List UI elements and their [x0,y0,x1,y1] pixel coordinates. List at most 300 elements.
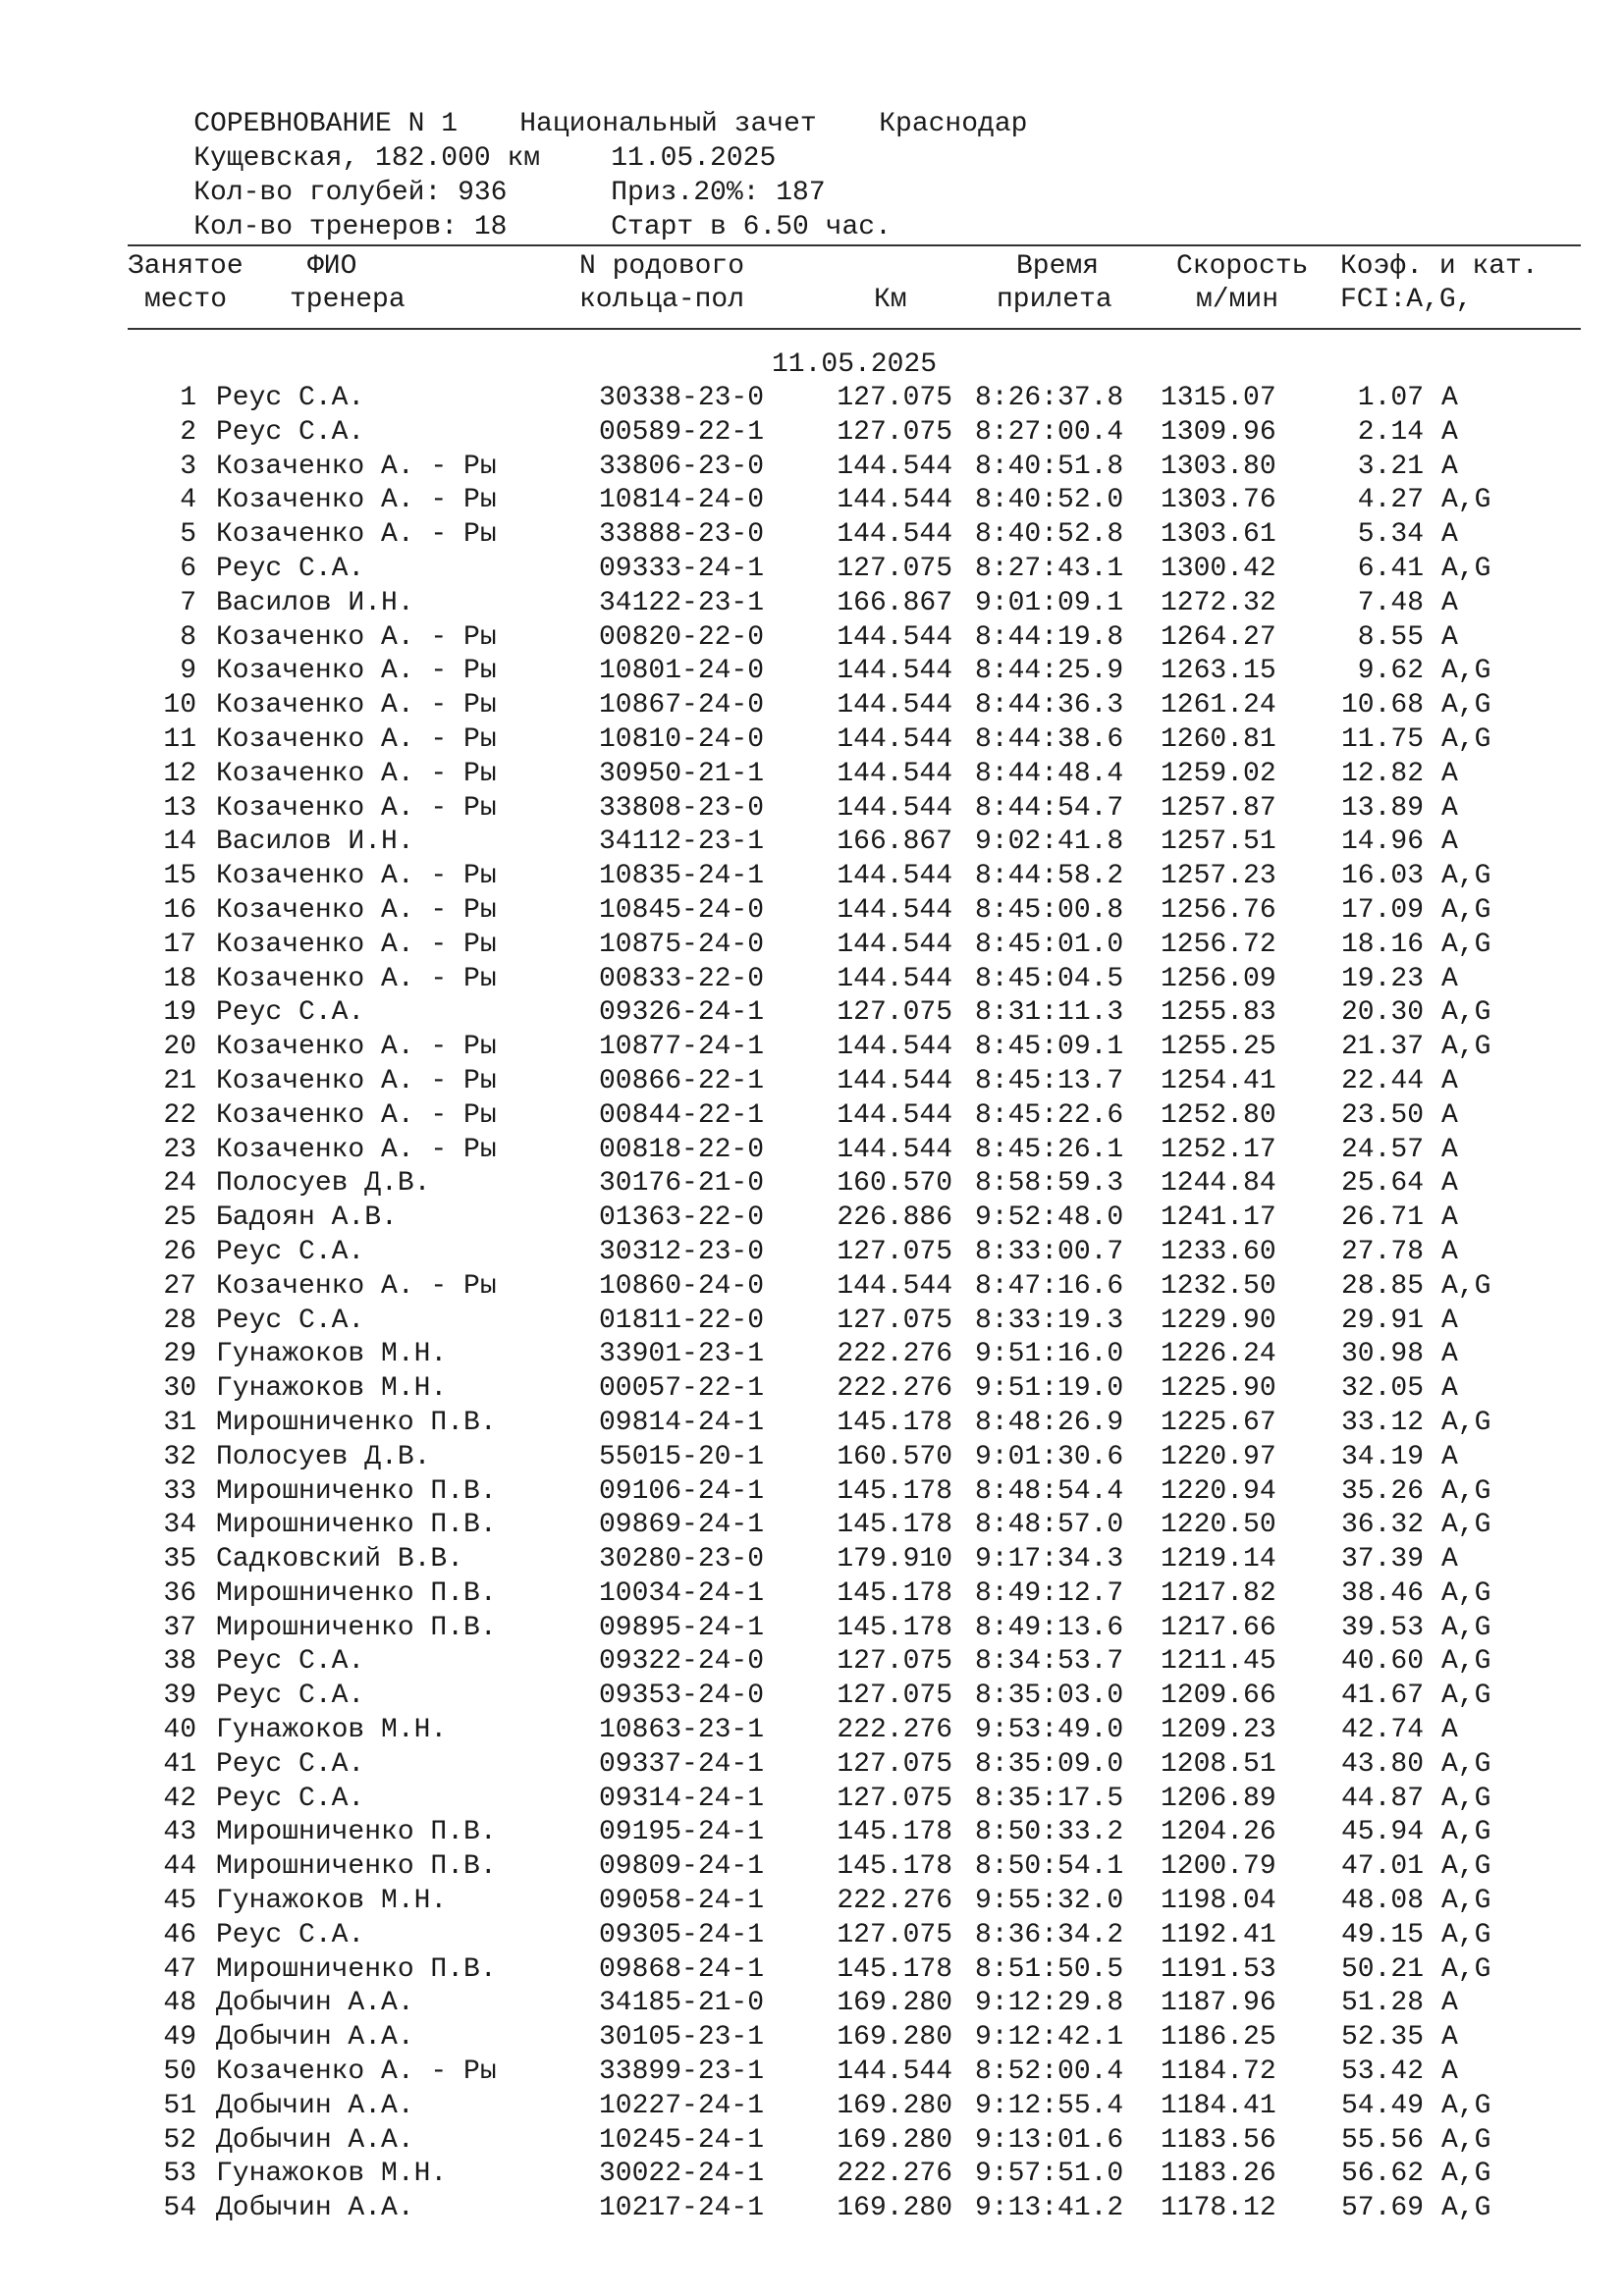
row-arrival-time: 9:12:42.1 [975,2022,1124,2054]
row-speed: 1255.83 [1161,997,1276,1029]
row-coefficient: 44.87 [1340,1783,1424,1814]
row-place: 38 [163,1646,196,1678]
row-speed: 1263.15 [1161,656,1276,687]
row-trainer-name: Козаченко А. - Ры [216,963,497,994]
row-coefficient: 35.26 [1340,1475,1424,1507]
table-row [128,1612,1581,1646]
table-row [128,621,1581,656]
row-trainer-name: Реус С.А. [216,1646,365,1678]
row-coefficient: 20.30 [1340,997,1424,1029]
row-place: 3 [180,451,196,482]
row-trainer-name: Мирошниченко П.В. [216,1577,497,1609]
row-arrival-time: 8:35:17.5 [975,1783,1124,1814]
row-place: 4 [180,485,196,516]
row-coefficient: 55.56 [1340,2124,1424,2156]
row-distance-km: 145.178 [837,1953,952,1985]
row-speed: 1257.51 [1161,827,1276,858]
row-ring-number: 09869-24-1 [599,1510,765,1541]
table-row [128,1987,1581,2021]
row-coefficient: 4.27 [1357,485,1424,516]
row-place: 41 [163,1748,196,1780]
row-place: 54 [163,2193,196,2224]
row-arrival-time: 8:45:00.8 [975,894,1124,926]
col-ring-line2: кольца-пол [579,285,745,315]
row-trainer-name: Реус С.А. [216,1919,365,1950]
row-ring-number: 34112-23-1 [599,827,765,858]
row-speed: 1220.94 [1161,1475,1276,1507]
row-category: A [1441,416,1458,448]
table-row [128,1543,1581,1577]
row-trainer-name: Реус С.А. [216,997,365,1029]
table-row [128,894,1581,929]
row-arrival-time: 8:35:03.0 [975,1681,1124,1712]
row-distance-km: 145.178 [837,1510,952,1541]
row-category: A,G [1441,1886,1491,1917]
row-category: A,G [1441,1270,1491,1302]
table-row [128,1099,1581,1134]
col-coef-line2: FCI:A,G, [1340,285,1473,315]
row-arrival-time: 8:44:38.6 [975,723,1124,755]
competition-date: 11.05.2025 [611,143,777,174]
row-coefficient: 13.89 [1340,792,1424,824]
row-place: 33 [163,1475,196,1507]
table-row [128,689,1581,723]
row-place: 12 [163,758,196,789]
row-coefficient: 26.71 [1340,1202,1424,1234]
row-distance-km: 144.544 [837,690,952,721]
row-trainer-name: Мирошниченко П.В. [216,1475,497,1507]
row-distance-km: 144.544 [837,621,952,653]
row-distance-km: 144.544 [837,1099,952,1131]
row-ring-number: 30105-23-1 [599,2022,765,2054]
row-ring-number: 55015-20-1 [599,1441,765,1472]
row-place: 23 [163,1134,196,1165]
row-trainer-name: Гунажоков М.Н. [216,1339,448,1370]
header-line-competition [128,73,1581,139]
table-row [128,1680,1581,1714]
row-arrival-time: 9:57:51.0 [975,2159,1124,2190]
row-trainer-name: Реус С.А. [216,1236,365,1267]
row-coefficient: 28.85 [1340,1270,1424,1302]
table-row [128,518,1581,553]
competition-region: Краснодар [879,109,1028,139]
row-speed: 1226.24 [1161,1339,1276,1370]
row-distance-km: 127.075 [837,997,952,1029]
row-trainer-name: Козаченко А. - Ры [216,723,497,755]
row-coefficient: 29.91 [1340,1305,1424,1336]
row-coefficient: 8.55 [1357,621,1424,653]
row-arrival-time: 8:45:09.1 [975,1032,1124,1063]
row-arrival-time: 9:13:01.6 [975,2124,1124,2156]
row-arrival-time: 8:47:16.6 [975,1270,1124,1302]
row-coefficient: 56.62 [1340,2159,1424,2190]
row-arrival-time: 8:45:01.0 [975,929,1124,960]
row-speed: 1184.72 [1161,2056,1276,2088]
row-trainer-name: Добычин А.А. [216,2090,414,2121]
row-category: A,G [1441,1919,1491,1950]
row-category: A [1441,1065,1458,1096]
row-place: 28 [163,1305,196,1336]
row-distance-km: 160.570 [837,1441,952,1472]
results-document [128,73,1581,2224]
row-trainer-name: Гунажоков М.Н. [216,1886,448,1917]
row-ring-number: 30176-21-0 [599,1168,765,1200]
row-category: A [1441,758,1458,789]
table-row [128,792,1581,827]
row-speed: 1300.42 [1161,553,1276,584]
row-ring-number: 10810-24-0 [599,723,765,755]
row-trainer-name: Козаченко А. - Ры [216,690,497,721]
row-ring-number: 10877-24-1 [599,1032,765,1063]
row-ring-number: 09895-24-1 [599,1612,765,1643]
row-speed: 1254.41 [1161,1065,1276,1096]
row-speed: 1184.41 [1161,2090,1276,2121]
row-place: 53 [163,2159,196,2190]
row-place: 46 [163,1919,196,1950]
divider-header [128,328,1581,330]
row-distance-km: 144.544 [837,758,952,789]
row-place: 2 [180,416,196,448]
row-place: 52 [163,2124,196,2156]
row-coefficient: 33.12 [1340,1407,1424,1438]
row-coefficient: 10.68 [1340,690,1424,721]
row-arrival-time: 9:02:41.8 [975,827,1124,858]
row-arrival-time: 9:51:16.0 [975,1339,1124,1370]
row-distance-km: 127.075 [837,416,952,448]
row-category: A [1441,1544,1458,1575]
col-name-line2: тренера [290,285,406,315]
row-arrival-time: 8:51:50.5 [975,1953,1124,1985]
row-trainer-name: Садковский В.В. [216,1544,464,1575]
row-trainer-name: Козаченко А. - Ры [216,1270,497,1302]
row-ring-number: 33808-23-0 [599,792,765,824]
row-place: 25 [163,1202,196,1234]
row-speed: 1183.26 [1161,2159,1276,2190]
row-speed: 1303.61 [1161,519,1276,551]
row-ring-number: 09314-24-1 [599,1783,765,1814]
row-category: A,G [1441,894,1491,926]
row-ring-number: 00833-22-0 [599,963,765,994]
divider-top [128,244,1581,246]
pigeon-count: Кол-во голубей: 936 [193,178,508,208]
date-separator: 11.05.2025 [771,349,938,380]
row-trainer-name: Реус С.А. [216,1748,365,1780]
row-place: 24 [163,1168,196,1200]
row-coefficient: 12.82 [1340,758,1424,789]
row-distance-km: 127.075 [837,1681,952,1712]
row-place: 40 [163,1715,196,1746]
row-coefficient: 36.32 [1340,1510,1424,1541]
row-coefficient: 23.50 [1340,1099,1424,1131]
row-ring-number: 00589-22-1 [599,416,765,448]
row-trainer-name: Гунажоков М.Н. [216,1373,448,1405]
table-row [128,1441,1581,1475]
row-speed: 1204.26 [1161,1817,1276,1848]
row-distance-km: 144.544 [837,929,952,960]
row-arrival-time: 8:44:36.3 [975,690,1124,721]
row-coefficient: 49.15 [1340,1919,1424,1950]
row-place: 50 [163,2056,196,2088]
row-ring-number: 10860-24-0 [599,1270,765,1302]
table-row [128,2192,1581,2226]
row-speed: 1209.66 [1161,1681,1276,1712]
col-coef-line1: Коэф. и кат. [1340,251,1539,282]
row-ring-number: 33901-23-1 [599,1339,765,1370]
row-trainer-name: Козаченко А. - Ры [216,485,497,516]
row-distance-km: 145.178 [837,1407,952,1438]
table-row [128,1031,1581,1065]
row-distance-km: 145.178 [837,1612,952,1643]
row-ring-number: 33899-23-1 [599,2056,765,2088]
row-speed: 1241.17 [1161,1202,1276,1234]
row-distance-km: 144.544 [837,656,952,687]
row-arrival-time: 8:50:54.1 [975,1851,1124,1883]
row-speed: 1233.60 [1161,1236,1276,1267]
row-distance-km: 222.276 [837,1886,952,1917]
row-speed: 1260.81 [1161,723,1276,755]
row-ring-number: 09106-24-1 [599,1475,765,1507]
row-arrival-time: 8:31:11.3 [975,997,1124,1029]
row-place: 30 [163,1373,196,1405]
row-coefficient: 42.74 [1340,1715,1424,1746]
row-coefficient: 52.35 [1340,2022,1424,2054]
row-speed: 1220.97 [1161,1441,1276,1472]
row-trainer-name: Козаченко А. - Ры [216,758,497,789]
row-coefficient: 19.23 [1340,963,1424,994]
row-category: A [1441,1339,1458,1370]
row-category: A,G [1441,2159,1491,2190]
row-category: A [1441,1236,1458,1267]
row-arrival-time: 8:27:00.4 [975,416,1124,448]
row-ring-number: 00057-22-1 [599,1373,765,1405]
row-ring-number: 30280-23-0 [599,1544,765,1575]
table-row [128,1645,1581,1680]
row-coefficient: 3.21 [1357,451,1424,482]
row-coefficient: 40.60 [1340,1646,1424,1678]
row-speed: 1303.80 [1161,451,1276,482]
table-row [128,2124,1581,2159]
table-row [128,1816,1581,1850]
row-category: A,G [1441,2124,1491,2156]
row-ring-number: 00844-22-1 [599,1099,765,1131]
row-speed: 1187.96 [1161,1988,1276,2019]
row-speed: 1220.50 [1161,1510,1276,1541]
row-category: A,G [1441,656,1491,687]
row-trainer-name: Реус С.А. [216,1681,365,1712]
row-arrival-time: 8:50:33.2 [975,1817,1124,1848]
row-arrival-time: 9:01:09.1 [975,587,1124,618]
row-arrival-time: 8:48:54.4 [975,1475,1124,1507]
row-ring-number: 09337-24-1 [599,1748,765,1780]
row-coefficient: 37.39 [1340,1544,1424,1575]
row-category: A,G [1441,1646,1491,1678]
row-category: A [1441,2056,1458,2088]
row-ring-number: 10875-24-0 [599,929,765,960]
row-place: 1 [180,383,196,413]
row-category: A,G [1441,1783,1491,1814]
row-trainer-name: Козаченко А. - Ры [216,656,497,687]
row-speed: 1209.23 [1161,1715,1276,1746]
row-arrival-time: 8:40:51.8 [975,451,1124,482]
row-speed: 1252.80 [1161,1099,1276,1131]
trainer-count: Кол-во тренеров: 18 [193,212,508,242]
table-row [128,1236,1581,1270]
row-place: 39 [163,1681,196,1712]
row-coefficient: 32.05 [1340,1373,1424,1405]
table-row [128,1475,1581,1510]
row-speed: 1257.87 [1161,792,1276,824]
row-place: 5 [180,519,196,551]
row-trainer-name: Мирошниченко П.В. [216,1510,497,1541]
table-row [128,1065,1581,1099]
row-coefficient: 9.62 [1357,656,1424,687]
row-ring-number: 09322-24-0 [599,1646,765,1678]
row-trainer-name: Козаченко А. - Ры [216,861,497,892]
row-arrival-time: 8:45:26.1 [975,1134,1124,1165]
row-ring-number: 10835-24-1 [599,861,765,892]
col-place-line1: Занятое [128,251,244,282]
row-category: A [1441,383,1458,413]
row-trainer-name: Козаченко А. - Ры [216,2056,497,2088]
row-speed: 1225.90 [1161,1373,1276,1405]
row-category: A,G [1441,1577,1491,1609]
table-row [128,416,1581,451]
col-km: Км [874,285,907,315]
row-place: 6 [180,553,196,584]
prize-count: Приз.20%: 187 [611,178,826,208]
row-coefficient: 47.01 [1340,1851,1424,1883]
row-ring-number: 01363-22-0 [599,1202,765,1234]
row-arrival-time: 9:17:34.3 [975,1544,1124,1575]
row-distance-km: 127.075 [837,1646,952,1678]
row-category: A,G [1441,1407,1491,1438]
row-ring-number: 33888-23-0 [599,519,765,551]
row-trainer-name: Васи​лов И.Н. [216,827,414,858]
row-arrival-time: 8:48:26.9 [975,1407,1124,1438]
table-row [128,963,1581,997]
row-trainer-name: Гунажоков М.Н. [216,1715,448,1746]
row-trainer-name: Добычин А.А. [216,2022,414,2054]
row-coefficient: 2.14 [1357,416,1424,448]
row-coefficient: 7.48 [1357,587,1424,618]
row-arrival-time: 9:53:49.0 [975,1715,1124,1746]
row-category: A,G [1441,1748,1491,1780]
row-distance-km: 127.075 [837,1305,952,1336]
row-trainer-name: Реус С.А. [216,1783,365,1814]
row-arrival-time: 8:36:34.2 [975,1919,1124,1950]
row-speed: 1309.96 [1161,416,1276,448]
row-ring-number: 00866-22-1 [599,1065,765,1096]
row-ring-number: 10245-24-1 [599,2124,765,2156]
row-place: 34 [163,1510,196,1541]
row-category: A,G [1441,690,1491,721]
row-trainer-name: Мирошниченко П.В. [216,1953,497,1985]
row-distance-km: 144.544 [837,485,952,516]
row-place: 22 [163,1099,196,1131]
row-category: A,G [1441,1032,1491,1063]
table-row [128,587,1581,621]
row-category: A [1441,621,1458,653]
row-place: 18 [163,963,196,994]
row-distance-km: 127.075 [837,1236,952,1267]
col-name-line1: ФИО [307,251,357,282]
table-row [128,484,1581,518]
row-category: A,G [1441,1817,1491,1848]
row-trainer-name: Реус С.А. [216,383,365,413]
row-place: 51 [163,2090,196,2121]
row-coefficient: 39.53 [1340,1612,1424,1643]
row-category: A [1441,1715,1458,1746]
row-place: 47 [163,1953,196,1985]
col-place-line2: место [144,285,228,315]
row-coefficient: 17.09 [1340,894,1424,926]
row-arrival-time: 9:52:48.0 [975,1202,1124,1234]
table-row [128,553,1581,587]
row-distance-km: 169.280 [837,2022,952,2054]
row-ring-number: 09305-24-1 [599,1919,765,1950]
row-coefficient: 16.03 [1340,861,1424,892]
row-trainer-name: Козаченко А. - Ры [216,1134,497,1165]
row-ring-number: 09195-24-1 [599,1817,765,1848]
row-category: A,G [1441,723,1491,755]
competition-type: Национальный зачет [519,109,817,139]
row-ring-number: 10217-24-1 [599,2193,765,2224]
row-speed: 1256.76 [1161,894,1276,926]
row-category: A [1441,827,1458,858]
row-distance-km: 144.544 [837,1032,952,1063]
table-row [128,2158,1581,2192]
row-place: 36 [163,1577,196,1609]
row-arrival-time: 8:33:19.3 [975,1305,1124,1336]
table-row [128,1407,1581,1441]
row-trainer-name: Козаченко А. - Ры [216,894,497,926]
row-trainer-name: Реус С.А. [216,416,365,448]
row-coefficient: 25.64 [1340,1168,1424,1200]
row-place: 15 [163,861,196,892]
table-row [128,1305,1581,1339]
row-speed: 1303.76 [1161,485,1276,516]
table-row [128,1201,1581,1236]
row-category: A,G [1441,1953,1491,1985]
row-category: A [1441,2022,1458,2054]
row-category: A,G [1441,1612,1491,1643]
row-speed: 1315.07 [1161,383,1276,413]
row-ring-number: 10814-24-0 [599,485,765,516]
table-row [128,723,1581,758]
row-ring-number: 30312-23-0 [599,1236,765,1267]
row-distance-km: 127.075 [837,553,952,584]
row-place: 49 [163,2022,196,2054]
row-distance-km: 127.075 [837,1783,952,1814]
row-coefficient: 57.69 [1340,2193,1424,2224]
table-row [128,1748,1581,1783]
row-category: A,G [1441,1475,1491,1507]
row-coefficient: 48.08 [1340,1886,1424,1917]
row-speed: 1259.02 [1161,758,1276,789]
row-speed: 1257.23 [1161,861,1276,892]
row-speed: 1186.25 [1161,2022,1276,2054]
row-distance-km: 222.276 [837,1715,952,1746]
row-speed: 1244.84 [1161,1168,1276,1200]
row-category: A [1441,587,1458,618]
row-distance-km: 144.544 [837,1270,952,1302]
row-distance-km: 179.910 [837,1544,952,1575]
row-ring-number: 00818-22-0 [599,1134,765,1165]
row-distance-km: 226.886 [837,1202,952,1234]
table-row [128,2090,1581,2124]
row-arrival-time: 8:40:52.0 [975,485,1124,516]
row-distance-km: 144.544 [837,894,952,926]
